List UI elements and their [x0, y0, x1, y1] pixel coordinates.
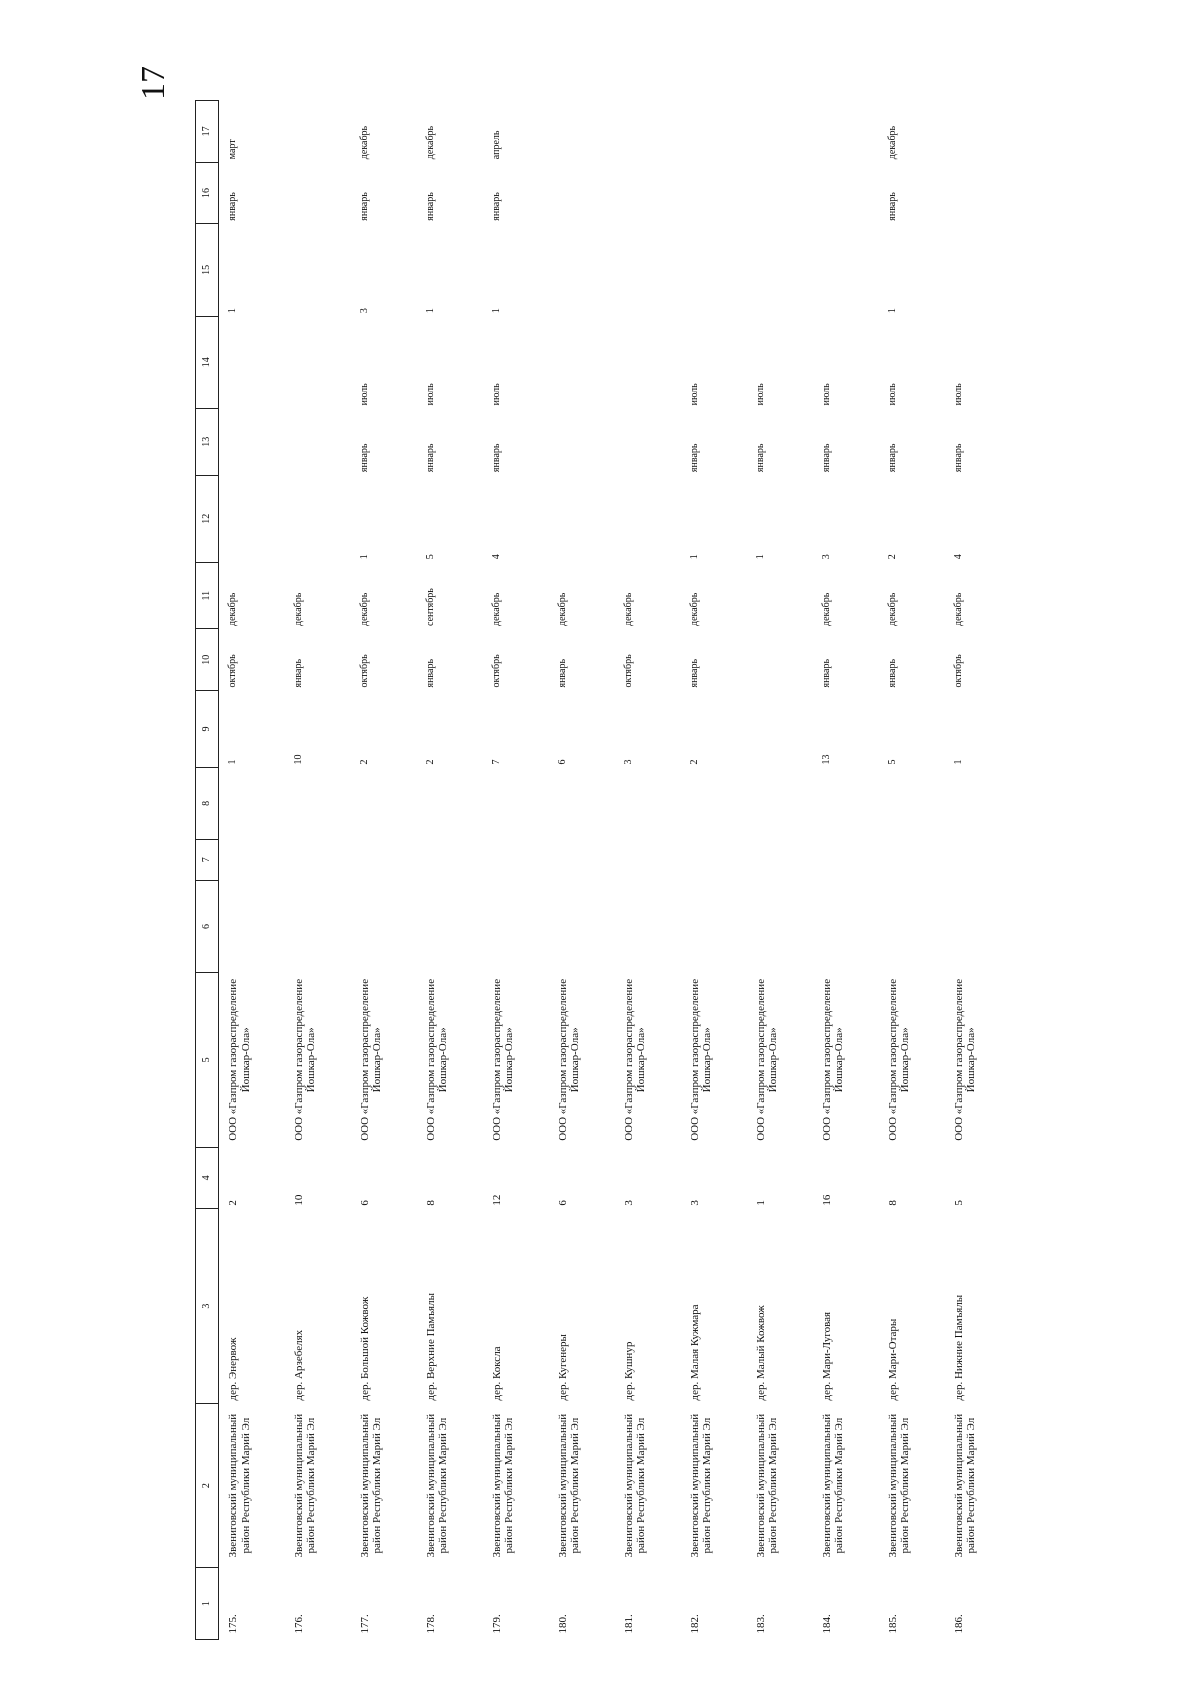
- table-cell: 3: [688, 1200, 701, 1206]
- table-cell: [879, 880, 945, 972]
- table-cell: [747, 629, 813, 691]
- column-header: 5: [196, 973, 219, 1147]
- table-row: [219, 101, 285, 1640]
- column-header: 9: [196, 691, 219, 768]
- table-cell: [285, 162, 351, 224]
- table-cell: январь: [227, 192, 238, 221]
- table-cell: Звениговский муниципальный район Республики Марий Эл: [358, 1413, 384, 1558]
- table-cell: [483, 767, 549, 839]
- table-cell: 5: [424, 554, 436, 560]
- table-cell: декабрь: [622, 592, 634, 626]
- table-cell: [285, 475, 351, 562]
- table-cell: 2: [358, 759, 370, 765]
- table-cell: [219, 767, 285, 839]
- table-cell: [681, 162, 747, 224]
- table-cell: ООО «Газпром газораспределение Йошкар-Ола»: [754, 978, 780, 1141]
- table-cell: ООО «Газпром газораспределение Йошкар-Ола»: [556, 978, 582, 1141]
- table-cell: 175.: [227, 1614, 239, 1634]
- table-cell: январь: [886, 443, 898, 473]
- table-cell: январь: [820, 658, 832, 688]
- table-cell: декабрь: [952, 592, 964, 626]
- table-cell: ООО «Газпром газораспределение Йошкар-Ола»: [820, 978, 846, 1141]
- table-cell: [813, 101, 879, 163]
- table-cell: [747, 839, 813, 880]
- table-cell: июль: [886, 383, 898, 406]
- table-cell: [549, 475, 615, 562]
- column-header: 15: [196, 224, 219, 316]
- table-row: [615, 101, 681, 1640]
- table-cell: [681, 839, 747, 880]
- table-cell: [219, 475, 285, 562]
- table-cell: декабрь: [292, 592, 304, 626]
- table-cell: 178.: [424, 1614, 437, 1634]
- table-cell: ООО «Газпром газораспределение Йошкар-Ола»: [952, 978, 978, 1141]
- table-cell: [615, 475, 681, 562]
- table-cell: дер. Мари-Отары: [886, 1318, 899, 1401]
- table-cell: Звениговский муниципальный район Республики Марий Эл: [820, 1413, 846, 1558]
- table-cell: январь: [952, 443, 964, 473]
- table-cell: июль: [688, 383, 700, 406]
- table-cell: [615, 767, 681, 839]
- table-cell: январь: [820, 443, 832, 473]
- table-cell: [549, 224, 615, 316]
- table-cell: декабрь: [556, 592, 568, 626]
- table-cell: дер. Арзебелях: [292, 1329, 305, 1401]
- table-cell: дер. Малый Кожвож: [754, 1305, 767, 1401]
- table-cell: [285, 316, 351, 408]
- table-row: [945, 101, 1011, 1640]
- table-cell: [813, 224, 879, 316]
- table-cell: сентябрь: [424, 588, 436, 626]
- table-cell: [747, 162, 813, 224]
- table-cell: [285, 224, 351, 316]
- table-cell: [351, 767, 417, 839]
- table-cell: [549, 162, 615, 224]
- table-cell: [351, 839, 417, 880]
- table-cell: 180.: [556, 1614, 569, 1634]
- table-cell: ООО «Газпром газораспределение Йошкар-Ола»: [292, 978, 318, 1141]
- table-cell: ООО «Газпром газораспределение Йошкар-Ола»: [490, 978, 516, 1141]
- table-cell: январь: [424, 443, 436, 473]
- table-cell: октябрь: [490, 654, 502, 688]
- column-header: 11: [196, 562, 219, 629]
- table-cell: [483, 880, 549, 972]
- table-cell: [747, 562, 813, 629]
- table-cell: 177.: [358, 1614, 371, 1634]
- table-cell: 182.: [688, 1614, 701, 1634]
- table-cell: 1: [688, 554, 700, 560]
- column-header: 2: [196, 1404, 219, 1568]
- table-cell: 1: [754, 1200, 767, 1206]
- table-cell: 5: [952, 1200, 965, 1206]
- table-cell: Звениговский муниципальный район Республики Марий Эл: [424, 1413, 450, 1558]
- table-cell: [681, 767, 747, 839]
- table-cell: [219, 316, 285, 408]
- table-cell: 6: [358, 1200, 371, 1206]
- column-header: 13: [196, 408, 219, 475]
- table-cell: 186.: [952, 1614, 965, 1634]
- table-cell: Звениговский муниципальный район Республики Марий Эл: [227, 1413, 252, 1558]
- table-cell: 10: [292, 1194, 305, 1206]
- table-cell: [879, 767, 945, 839]
- table-cell: декабрь: [820, 592, 832, 626]
- table-cell: октябрь: [227, 654, 238, 688]
- table-cell: январь: [688, 658, 700, 688]
- column-header: 17: [196, 101, 219, 163]
- table-cell: октябрь: [622, 654, 634, 688]
- table-cell: 2: [424, 759, 436, 765]
- table-cell: дер. Нижние Памъялы: [952, 1294, 965, 1401]
- table-cell: [945, 839, 1011, 880]
- table-cell: Звениговский муниципальный район Республики Марий Эл: [952, 1413, 978, 1558]
- table-cell: 4: [490, 554, 502, 560]
- table-cell: [549, 839, 615, 880]
- table-cell: 2: [688, 759, 700, 765]
- table-cell: 1: [358, 554, 370, 560]
- table-cell: 3: [622, 1200, 635, 1206]
- table-cell: [351, 880, 417, 972]
- page-number: 17: [135, 66, 172, 100]
- table-cell: январь: [490, 192, 502, 221]
- table-cell: [615, 316, 681, 408]
- column-header: 6: [196, 880, 219, 972]
- table-cell: ООО «Газпром газораспределение Йошкар-Ола»: [358, 978, 384, 1141]
- table-cell: [813, 839, 879, 880]
- table-row: [285, 101, 351, 1640]
- table-cell: 1: [227, 308, 238, 314]
- table-cell: декабрь: [886, 125, 898, 160]
- table-cell: январь: [490, 443, 502, 473]
- table-cell: ООО «Газпром газораспределение Йошкар-Ола»: [886, 978, 912, 1141]
- table-cell: январь: [886, 658, 898, 688]
- table-row: [483, 101, 549, 1640]
- table-cell: июль: [490, 383, 502, 406]
- table-cell: Звениговский муниципальный район Республики Марий Эл: [292, 1413, 318, 1558]
- table-cell: [945, 767, 1011, 839]
- table-cell: 184.: [820, 1614, 833, 1634]
- table-cell: 1: [227, 759, 238, 765]
- table-cell: [681, 880, 747, 972]
- column-header: 14: [196, 316, 219, 408]
- column-header: 4: [196, 1147, 219, 1209]
- table-cell: 2: [886, 554, 898, 560]
- table-row: [681, 101, 747, 1640]
- table-cell: [549, 880, 615, 972]
- table-cell: ООО «Газпром газораспределение Йошкар-Ола»: [622, 978, 648, 1141]
- table-cell: 2: [227, 1200, 239, 1206]
- table-cell: июль: [424, 383, 436, 406]
- table-cell: [747, 880, 813, 972]
- table-cell: январь: [688, 443, 700, 473]
- table-cell: 183.: [754, 1614, 767, 1634]
- table-cell: Звениговский муниципальный район Республики Марий Эл: [556, 1413, 582, 1558]
- table-cell: [813, 767, 879, 839]
- table-cell: 1: [952, 759, 964, 765]
- table-cell: [285, 408, 351, 475]
- table-cell: дер. Большой Кожвож: [358, 1296, 371, 1401]
- table-cell: 13: [820, 754, 832, 765]
- table-cell: [549, 767, 615, 839]
- table-cell: [615, 101, 681, 163]
- table-cell: [945, 224, 1011, 316]
- table-row: [417, 101, 483, 1640]
- table-cell: дер. Малая Кужмара: [688, 1304, 701, 1401]
- column-header: 1: [196, 1568, 219, 1640]
- table-cell: дер. Коксла: [490, 1346, 503, 1401]
- table-cell: ООО «Газпром газораспределение Йошкар-Ола»: [424, 978, 450, 1141]
- table-cell: 10: [292, 754, 304, 765]
- table-cell: 6: [556, 759, 568, 765]
- table-cell: Звениговский муниципальный район Республики Марий Эл: [622, 1413, 648, 1558]
- table-cell: декабрь: [227, 592, 238, 626]
- table-cell: [945, 101, 1011, 163]
- table-cell: 176.: [292, 1614, 305, 1634]
- table-cell: дер. Кушнур: [622, 1341, 635, 1401]
- column-header: 12: [196, 475, 219, 562]
- table-cell: 185.: [886, 1614, 899, 1634]
- table-cell: [945, 162, 1011, 224]
- table-cell: [813, 162, 879, 224]
- table-cell: [219, 880, 285, 972]
- table-cell: 12: [490, 1194, 503, 1206]
- table-cell: 6: [556, 1200, 569, 1206]
- table-cell: дер. Энервож: [227, 1337, 239, 1401]
- table-cell: июль: [358, 383, 370, 406]
- table-row: [879, 101, 945, 1640]
- table-cell: [681, 224, 747, 316]
- table-cell: [549, 408, 615, 475]
- table-cell: [615, 408, 681, 475]
- table-cell: [219, 839, 285, 880]
- table-cell: [285, 880, 351, 972]
- table-cell: [615, 162, 681, 224]
- data-table: [195, 100, 1011, 1640]
- table-cell: октябрь: [952, 654, 964, 688]
- table-cell: июль: [952, 383, 964, 406]
- table-cell: дер. Верхние Памъялы: [424, 1293, 437, 1401]
- column-header: 7: [196, 839, 219, 880]
- table-cell: 179.: [490, 1614, 503, 1634]
- table-cell: 8: [886, 1200, 899, 1206]
- table-cell: 3: [622, 759, 634, 765]
- table-cell: январь: [754, 443, 766, 473]
- table-cell: [879, 839, 945, 880]
- table-cell: [219, 408, 285, 475]
- table-cell: [747, 101, 813, 163]
- table-cell: [549, 316, 615, 408]
- table-cell: 1: [886, 308, 898, 314]
- table-cell: [285, 101, 351, 163]
- table-cell: [681, 101, 747, 163]
- table-cell: Звениговский муниципальный район Республики Марий Эл: [886, 1413, 912, 1558]
- table-cell: [615, 880, 681, 972]
- table-cell: декабрь: [424, 125, 436, 160]
- table-cell: январь: [424, 658, 436, 688]
- table-cell: [285, 839, 351, 880]
- table-cell: январь: [556, 658, 568, 688]
- table-cell: 16: [820, 1194, 833, 1206]
- table-row: [351, 101, 417, 1640]
- table-cell: [945, 880, 1011, 972]
- table-cell: июль: [754, 383, 766, 406]
- table-cell: 5: [886, 759, 898, 765]
- table-cell: январь: [424, 192, 436, 221]
- table-cell: ООО «Газпром газораспределение Йошкар-Ола»: [688, 978, 714, 1141]
- column-header: 8: [196, 767, 219, 839]
- table-cell: дер. Мари-Луговая: [820, 1311, 833, 1401]
- table-cell: 1: [490, 308, 502, 314]
- table-cell: 7: [490, 759, 502, 765]
- table-cell: 1: [754, 554, 766, 560]
- table-cell: [417, 839, 483, 880]
- table-cell: [285, 767, 351, 839]
- rotated-table-container: [195, 100, 1195, 1640]
- table-cell: дер. Кугенеры: [556, 1334, 569, 1401]
- table-cell: 4: [952, 554, 964, 560]
- header-row: [196, 101, 219, 1640]
- table-cell: 1: [424, 308, 436, 314]
- table-cell: январь: [358, 192, 370, 221]
- table-cell: 8: [424, 1200, 437, 1206]
- table-cell: март: [227, 139, 238, 160]
- table-cell: январь: [886, 192, 898, 221]
- table-cell: июль: [820, 383, 832, 406]
- table-cell: октябрь: [358, 654, 370, 688]
- column-header: 10: [196, 629, 219, 691]
- table-cell: [615, 224, 681, 316]
- table-cell: [615, 839, 681, 880]
- table-cell: [417, 880, 483, 972]
- table-cell: 3: [358, 308, 370, 314]
- table-cell: [747, 224, 813, 316]
- column-header: 16: [196, 162, 219, 224]
- table-cell: [747, 767, 813, 839]
- table-cell: [747, 691, 813, 768]
- table-row: [549, 101, 615, 1640]
- table-cell: 181.: [622, 1614, 635, 1634]
- table-cell: декабрь: [490, 592, 502, 626]
- table-cell: декабрь: [358, 592, 370, 626]
- table-cell: [549, 101, 615, 163]
- table-cell: [417, 767, 483, 839]
- table-body: [219, 101, 1011, 1640]
- table-cell: декабрь: [688, 592, 700, 626]
- table-row: [747, 101, 813, 1640]
- table-cell: декабрь: [886, 592, 898, 626]
- table-row: [813, 101, 879, 1640]
- table-cell: [813, 880, 879, 972]
- table-cell: 3: [820, 554, 832, 560]
- table-cell: ООО «Газпром газораспределение Йошкар-Ола»: [227, 978, 252, 1141]
- table-cell: январь: [292, 658, 304, 688]
- table-cell: Звениговский муниципальный район Республики Марий Эл: [688, 1413, 714, 1558]
- column-header: 3: [196, 1209, 219, 1404]
- table-cell: декабрь: [358, 125, 370, 160]
- table-cell: Звениговский муниципальный район Республики Марий Эл: [490, 1413, 516, 1558]
- table-cell: январь: [358, 443, 370, 473]
- table-cell: [483, 839, 549, 880]
- table-cell: Звениговский муниципальный район Республики Марий Эл: [754, 1413, 780, 1558]
- table-cell: апрель: [490, 130, 502, 160]
